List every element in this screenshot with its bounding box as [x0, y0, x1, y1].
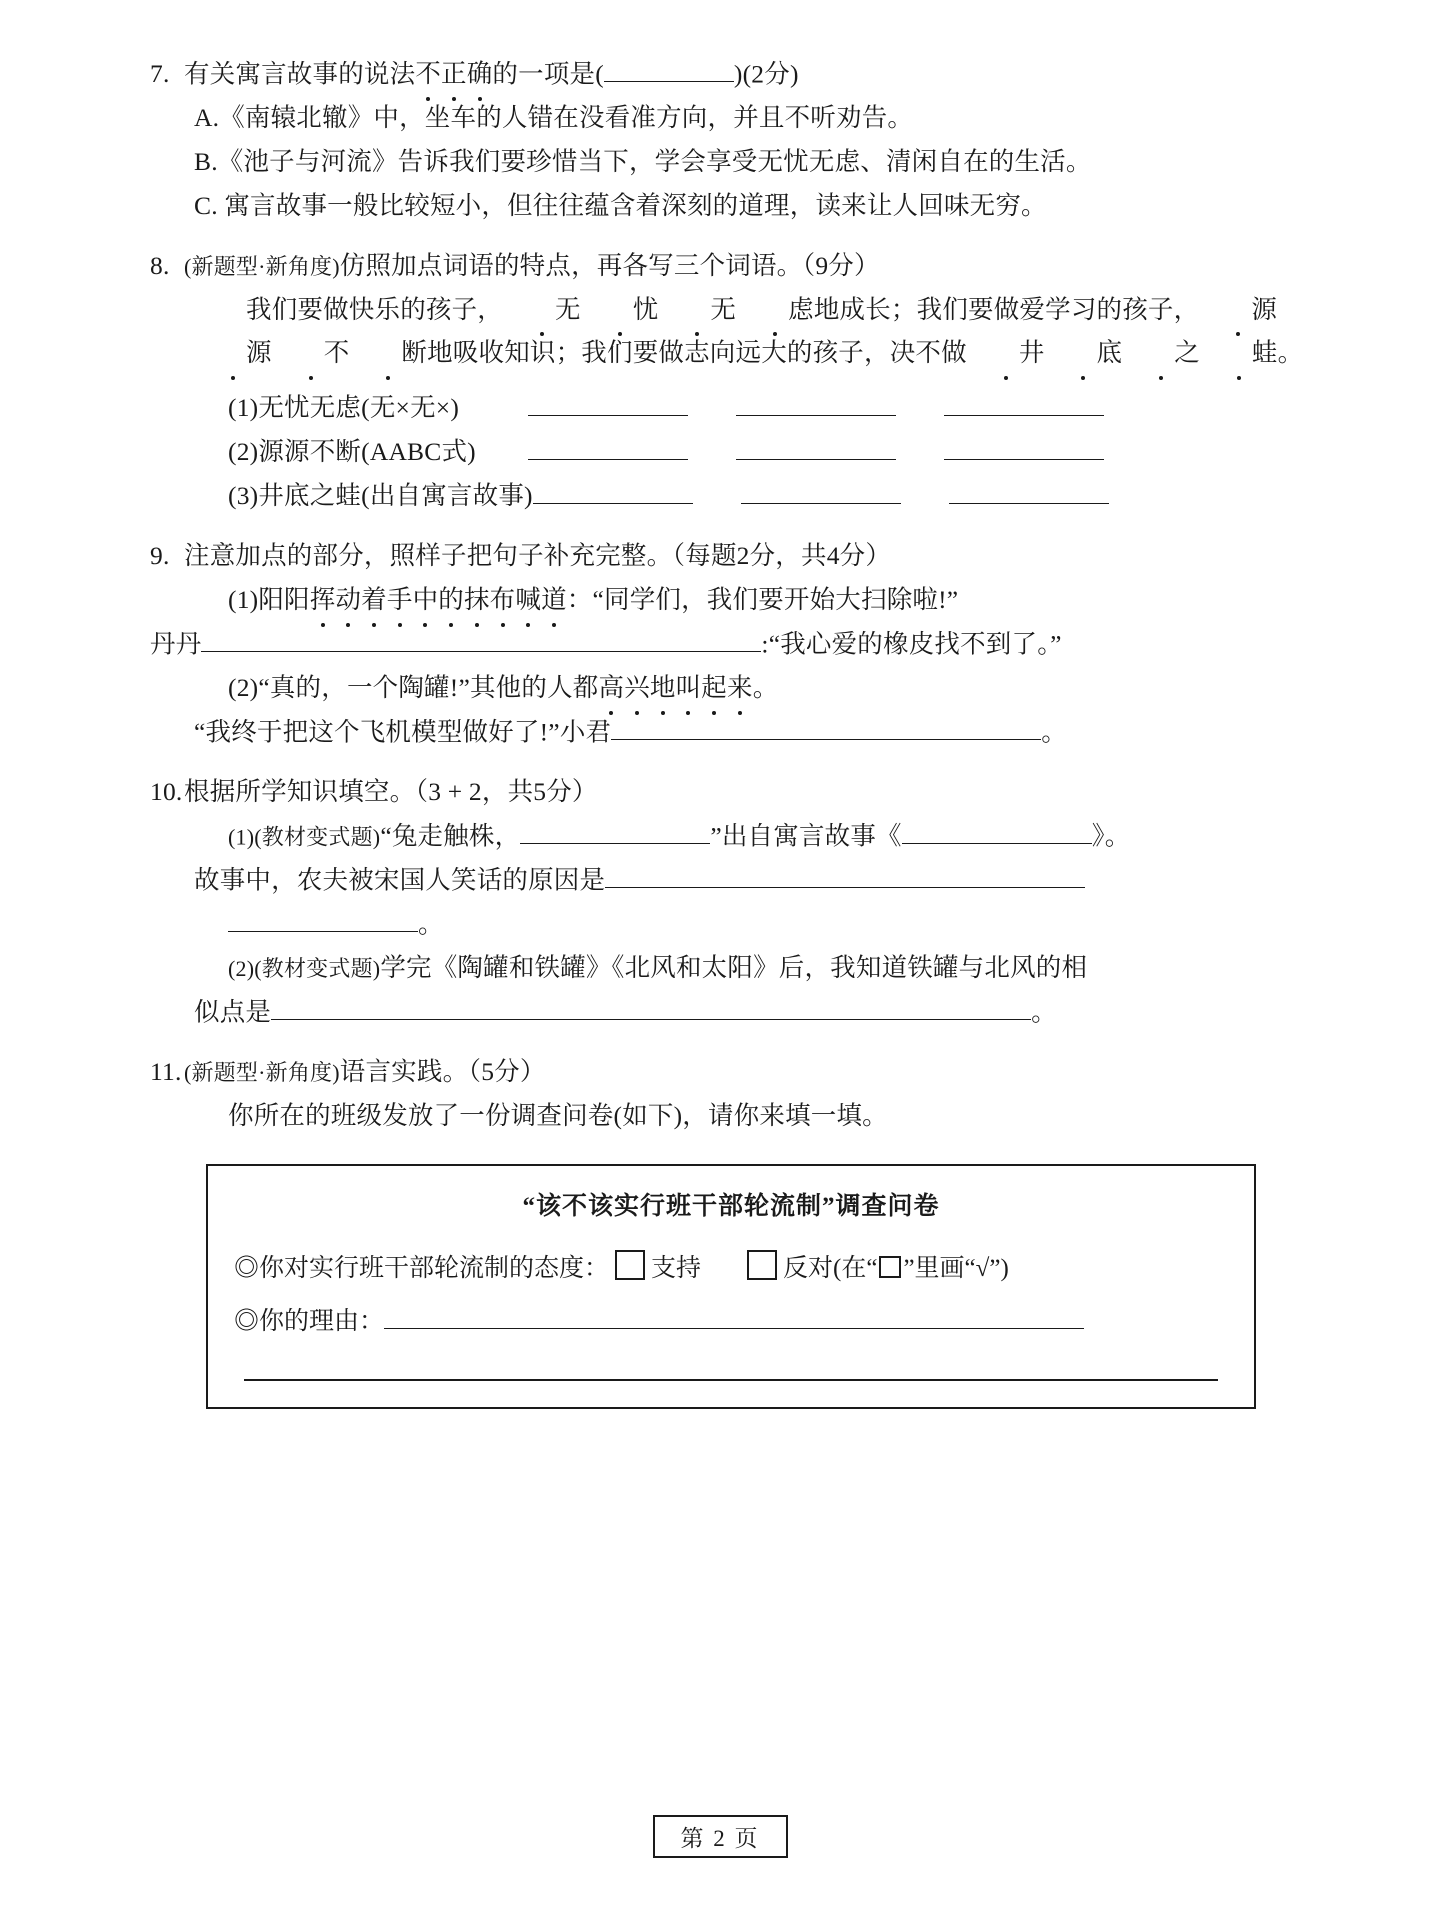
question-8-passage: [150, 288, 1328, 376]
question-9-number: 9.: [150, 540, 170, 570]
survey-title: “该不该实行班干部轮流制”调查问卷: [522, 1192, 940, 1220]
question-9-sub-2: [150, 666, 1328, 710]
passage-part-3: 地吸收知识；我们要做志向远大的孩子，决不做: [427, 338, 967, 368]
question-7-number: 7.: [150, 59, 170, 89]
question-10-number: 10.: [150, 776, 183, 806]
answer-blank[interactable]: [741, 474, 901, 504]
answer-blank[interactable]: [902, 814, 1092, 844]
question-8-item-2-label: (2)源源不断(AABC式): [228, 436, 476, 466]
question-10-stem: [150, 770, 1328, 814]
question-8-item-1-label: (1)无忧无虑(无×无×): [228, 392, 460, 422]
sub-label: (1): [228, 584, 259, 614]
survey-box: [206, 1164, 1256, 1409]
question-9: [150, 534, 1328, 754]
sub-label: (2): [228, 672, 259, 702]
page-number: 第 2 页: [653, 1815, 788, 1858]
checkbox-hint-icon: [879, 1256, 901, 1278]
question-11-tag: (新题型·新角度): [184, 1060, 340, 1086]
answer-suffix: 。: [1041, 716, 1067, 746]
sub-2-text-b: 。: [752, 672, 779, 702]
answer-blank[interactable]: [949, 474, 1109, 504]
sub-1-text-a: 阳阳: [258, 584, 310, 614]
survey-row-attitude-label: ◎你对实行班干部轮流制的态度：: [234, 1254, 610, 1282]
answer-blank[interactable]: [533, 474, 693, 504]
answer-blank[interactable]: [528, 430, 688, 460]
dotted-emphasis: 挥动着手中的抹布喊道: [310, 585, 567, 614]
question-9-stem-text: 注意加点的部分，照样子把句子补充完整。（每题2分，共4分）: [184, 540, 892, 570]
question-10-sub-2-line2: [150, 990, 1328, 1034]
question-11: [150, 1050, 1328, 1409]
answer-blank[interactable]: [520, 814, 710, 844]
question-8-stem: [150, 244, 1328, 288]
question-7-option-b[interactable]: B.《池子与河流》告诉我们要珍惜当下，学会享受无忧无虑、清闲自在的生活。: [194, 147, 1092, 177]
dotted-emphasis: 高兴地叫起来: [598, 673, 752, 702]
question-8: [150, 244, 1328, 518]
question-8-item-1: [150, 385, 1328, 429]
sub-1-text-b: ：“同学们，我们要开始大扫除啦!”: [566, 584, 959, 614]
answer-blank[interactable]: [271, 990, 1031, 1020]
answer-blank[interactable]: [611, 710, 1041, 740]
survey-reason-label: ◎你的理由：: [234, 1307, 385, 1335]
answer-blank[interactable]: [944, 385, 1104, 415]
survey-oppose-suffix: ”里画“√”): [903, 1254, 1009, 1282]
question-7-stem: [150, 52, 1328, 96]
passage-part-2: 地成长；我们要做爱学习的孩子，: [813, 294, 1200, 324]
question-7: [150, 52, 1328, 228]
answer-blank[interactable]: [605, 858, 1085, 888]
dotted-emphasis: 不正确: [415, 59, 492, 88]
checkbox-oppose[interactable]: [747, 1250, 777, 1280]
question-8-stem-text: 仿照加点词语的特点，再各写三个词语。（9分）: [339, 250, 880, 280]
reason-input-line-2[interactable]: [244, 1378, 1218, 1381]
question-10: [150, 770, 1328, 1034]
answer-prefix: 丹丹: [150, 628, 202, 658]
question-10-sub-1-line2: [150, 858, 1328, 902]
sub-2-text-a: 学完《陶罐和铁罐》《北风和太阳》后，我知道铁罐与北风的相: [380, 953, 1088, 983]
page-footer: [0, 1815, 1440, 1858]
answer-blank[interactable]: [201, 622, 761, 652]
dotted-emphasis: 井 底 之 蛙: [967, 338, 1278, 367]
sub-1-text-b: ”出自寓言故事《: [710, 820, 902, 850]
sub-1-text-a: “兔走触株，: [380, 820, 521, 850]
passage-part-4: 。: [1277, 338, 1304, 368]
question-8-item-3-label: (3)井底之蛙(出自寓言故事): [228, 480, 533, 510]
question-8-number: 8.: [150, 250, 170, 280]
sub-1-line2-text: 故事中，农夫被宋国人笑话的原因是: [194, 865, 606, 895]
question-7-answer-blank[interactable]: [604, 52, 734, 82]
question-11-stem-text: 语言实践。（5分）: [339, 1057, 546, 1087]
passage-part-1: 我们要做快乐的孩子，: [246, 294, 504, 324]
question-11-number: 11.: [150, 1057, 182, 1087]
question-8-tag: (新题型·新角度): [184, 253, 340, 279]
question-9-sub-1: [150, 578, 1328, 622]
question-10-sub-1: [150, 814, 1328, 858]
answer-blank[interactable]: [736, 430, 896, 460]
question-9-sub-1-answer: [150, 622, 1328, 666]
answer-blank[interactable]: [228, 902, 418, 932]
survey-oppose-label: 反对(在“: [783, 1254, 878, 1282]
answer-prefix: “我终于把这个飞机模型做好了!”小君: [194, 716, 612, 746]
question-10-sub-2: [150, 946, 1328, 990]
survey-row-attitude: [234, 1246, 1228, 1291]
sub-1-tag: (1)(教材变式题): [228, 823, 381, 849]
sub-2-tag: (2)(教材变式题): [228, 956, 381, 982]
answer-blank[interactable]: [528, 385, 688, 415]
survey-support-label: 支持: [651, 1254, 702, 1282]
reason-input-line-1[interactable]: [384, 1299, 1084, 1329]
survey-row-reason: [234, 1299, 1228, 1344]
question-11-stem: [150, 1050, 1328, 1094]
sub-1-line3-end: 。: [418, 909, 444, 939]
answer-suffix: :“我心爱的橡皮找不到了。”: [761, 628, 1062, 658]
question-8-item-2: [150, 430, 1328, 474]
sub-2-text-c: 。: [1031, 997, 1057, 1027]
question-7-stem-part-b: 的一项是(: [492, 59, 604, 89]
sub-1-text-c: 》。: [1091, 820, 1131, 850]
question-7-stem-part-c: )(2分): [733, 59, 799, 89]
answer-blank[interactable]: [736, 385, 896, 415]
question-10-sub-1-line3: [150, 902, 1328, 946]
dotted-emphasis: 源源 不 断: [194, 295, 1277, 368]
sub-2-text-b: 似点是: [194, 997, 272, 1027]
question-7-option-c[interactable]: C. 寓言故事一般比较短小，但往往蕴含着深刻的道理，读来让人回味无穷。: [194, 190, 1047, 220]
question-8-item-3: [150, 474, 1328, 518]
question-10-stem-text: 根据所学知识填空。（3 + 2，共5分）: [184, 776, 598, 806]
answer-blank[interactable]: [944, 430, 1104, 460]
question-9-sub-2-answer: [150, 710, 1328, 754]
sub-2-text-a: “真的，一个陶罐!”其他的人都: [258, 672, 599, 702]
dotted-emphasis: 无 忧 无 虑: [503, 295, 814, 324]
checkbox-support[interactable]: [615, 1250, 645, 1280]
question-11-intro: 你所在的班级发放了一份调查问卷(如下)，请你来填一填。: [228, 1101, 888, 1131]
question-7-stem-part-a: 有关寓言故事的说法: [184, 59, 416, 89]
question-7-option-a[interactable]: A.《南辕北辙》中，坐车的人错在没看准方向，并且不听劝告。: [194, 103, 914, 133]
question-9-stem: [150, 534, 1328, 578]
